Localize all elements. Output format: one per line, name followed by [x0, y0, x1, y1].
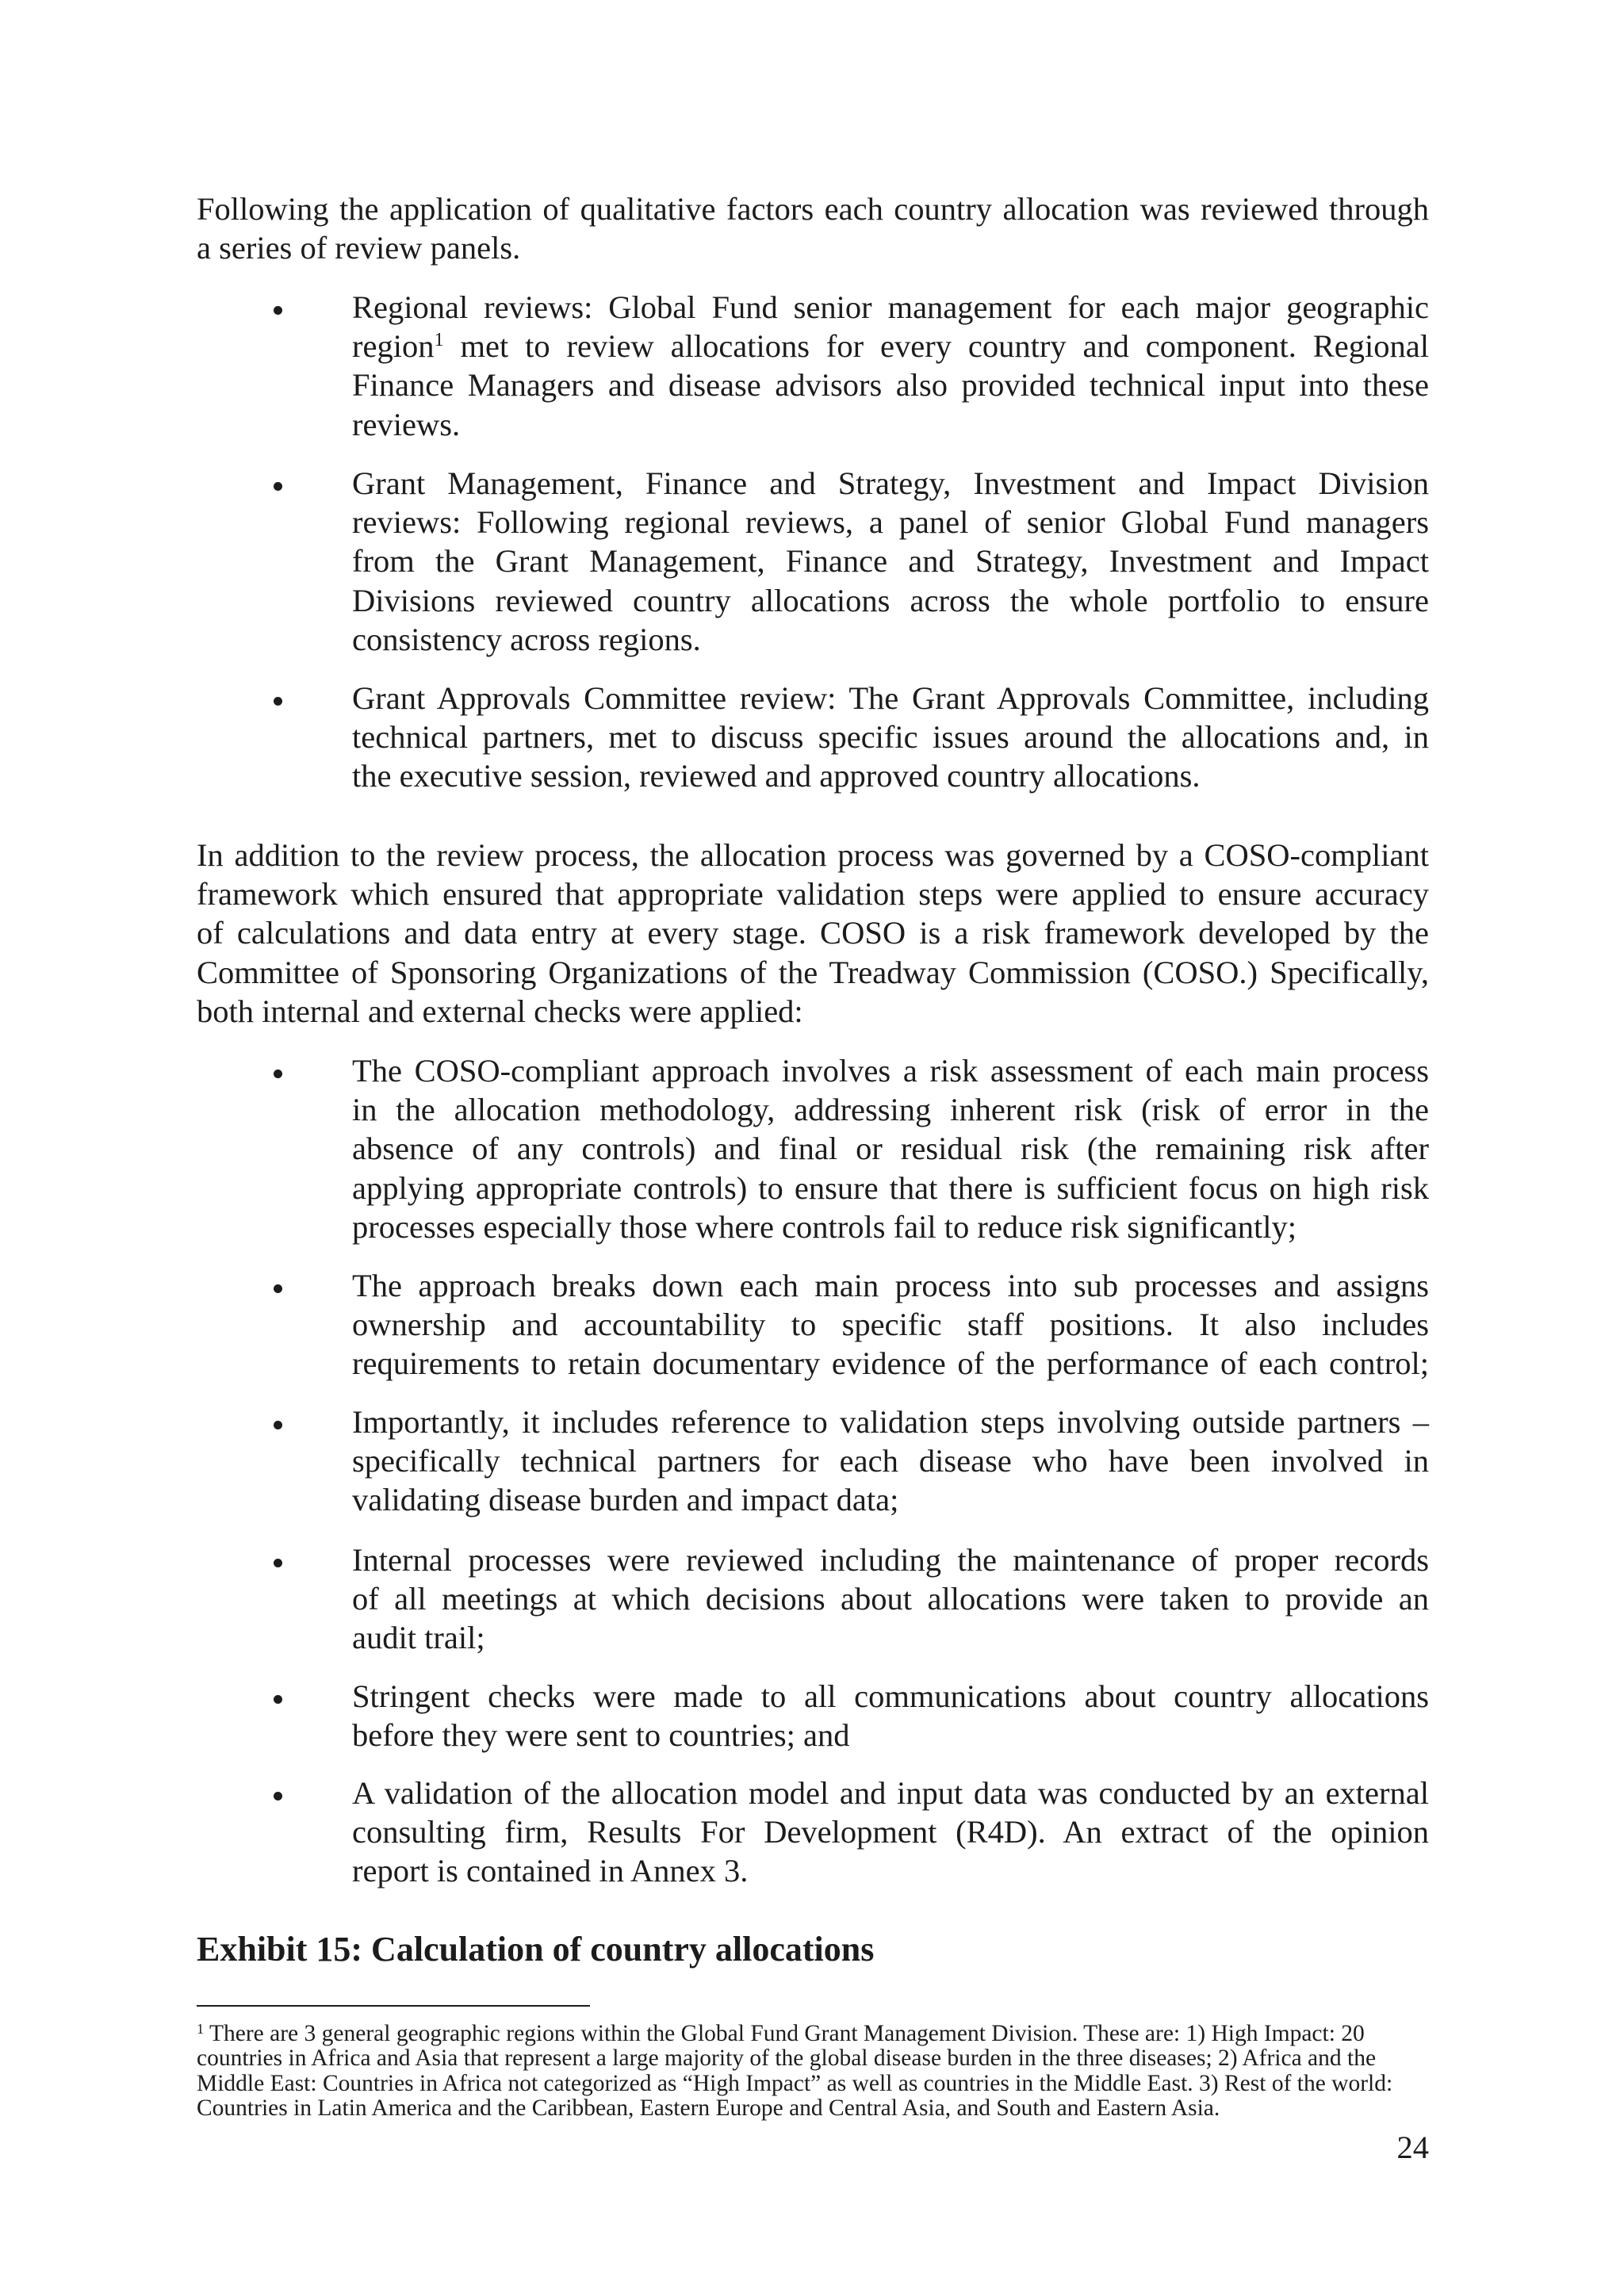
bullet-item-outside-partners — [352, 1402, 1429, 1520]
bullet-icon — [274, 1284, 282, 1293]
text-fragment: region — [352, 328, 435, 365]
bullet-item-risk-assessment — [352, 1051, 1429, 1246]
footnote-number: 1 — [197, 2020, 205, 2037]
exhibit-heading: Exhibit 15: Calculation of country allocations — [197, 1930, 875, 1969]
bullet-item-communication-checks — [352, 1677, 1429, 1755]
footnote-line: Countries in Latin America and the Caribbean, Eastern Europe and Central Asia, and South and Eastern Asia. — [197, 2095, 1220, 2122]
text-line: absence of any controls) and final or residual risk (the remaining risk after — [352, 1131, 1429, 1167]
bullet-icon — [274, 1792, 282, 1800]
text-line: reviews: Following regional reviews, a panel of senior Global Fund managers — [352, 504, 1429, 541]
text-line: In addition to the review process, the allocation process was governed by a COSO-compliant — [197, 837, 1429, 873]
text-line: of all meetings at which decisions about allocations were taken to provide an — [352, 1581, 1429, 1617]
text-line: consulting firm, Results For Development (R4D). An extract of the opinion — [352, 1814, 1429, 1850]
bullet-icon — [274, 306, 282, 315]
bullet-icon — [274, 1070, 282, 1078]
text-line: A validation of the allocation model and input data was conducted by an external — [352, 1775, 1429, 1811]
text-line: Internal processes were reviewed including the maintenance of proper records — [352, 1542, 1429, 1578]
intro-paragraph — [197, 189, 1429, 267]
text-fragment: met to review allocations for every country and component. Regional — [460, 328, 1429, 365]
bullet-item-grant-approvals — [352, 679, 1429, 796]
text-line: both internal and external checks were applied: — [197, 993, 803, 1029]
bullet-item-sub-processes — [352, 1266, 1429, 1383]
text-line: of calculations and data entry at every stage. COSO is a risk framework developed by the — [197, 915, 1429, 951]
text-line: Divisions reviewed country allocations across the whole portfolio to ensure — [352, 582, 1429, 618]
text-line: the executive session, reviewed and approved country allocations. — [352, 758, 1201, 794]
text-line: report is contained in Annex 3. — [352, 1853, 749, 1889]
text-line: processes especially those where controls fail to reduce risk significantly; — [352, 1208, 1297, 1245]
bullet-item-division-reviews — [352, 464, 1429, 659]
text-line: Regional reviews: Global Fund senior management for each major geographic — [352, 289, 1429, 325]
bullet-icon — [274, 697, 282, 706]
text-line: Grant Approvals Committee review: The Grant Approvals Committee, including — [352, 680, 1429, 716]
footnote-line: countries in Africa and Asia that represent a large majority of the global disease burden in the three diseases; 2) Africa and the — [197, 2045, 1377, 2072]
bullet-item-regional-reviews — [352, 288, 1429, 444]
text-line: in the allocation methodology, addressing inherent risk (risk of error in the — [352, 1092, 1429, 1128]
bullet-item-internal-processes — [352, 1540, 1429, 1658]
text-line: audit trail; — [352, 1620, 485, 1656]
text-fragment: There are 3 general geographic regions within the Global Fund Grant Management Division. These are: 1) High Impact: 20 — [209, 2021, 1365, 2046]
text-line: Following the application of qualitative factors each country allocation was reviewed through — [197, 191, 1429, 227]
text-line: The COSO-compliant approach involves a risk assessment of each main process — [352, 1053, 1429, 1089]
footnote-separator — [197, 2005, 590, 2007]
text-line: Committee of Sponsoring Organizations of the Treadway Commission (COSO.) Specifically, — [197, 954, 1429, 990]
bullet-icon — [274, 1421, 282, 1429]
text-line: Grant Management, Finance and Strategy, Investment and Impact Division — [352, 465, 1429, 501]
text-line — [352, 327, 1429, 365]
text-line: Stringent checks were made to all communications about country allocations — [352, 1678, 1429, 1714]
text-line: Importantly, it includes reference to validation steps involving outside partners – — [352, 1404, 1429, 1440]
text-line: consistency across regions. — [352, 621, 701, 657]
text-line: requirements to retain documentary evidence of the performance of each control; — [352, 1345, 1429, 1382]
text-line: reviews. — [352, 406, 461, 442]
text-line: technical partners, met to discuss specific issues around the allocations and, in — [352, 719, 1429, 756]
bullet-icon — [274, 1559, 282, 1567]
text-line: ownership and accountability to specific staff positions. It also includes — [352, 1307, 1429, 1343]
text-line: specifically technical partners for each disease who have been involved in — [352, 1443, 1429, 1479]
text-line: from the Grant Management, Finance and Strategy, Investment and Impact — [352, 543, 1429, 580]
page-number: 24 — [1396, 2130, 1429, 2165]
footnote — [197, 2022, 1392, 2122]
text-line: validating disease burden and impact data; — [352, 1482, 899, 1518]
footnote-reference: 1 — [434, 328, 444, 350]
bullet-icon — [274, 1695, 282, 1704]
footnote-line — [197, 2022, 1392, 2046]
text-line: applying appropriate controls) to ensure that there is sufficient focus on high risk — [352, 1169, 1429, 1206]
text-line: framework which ensured that appropriate validation steps were applied to ensure accuracy — [197, 876, 1429, 913]
bullet-icon — [274, 482, 282, 491]
coso-paragraph — [197, 836, 1429, 1031]
footnote-line: Middle East: Countries in Africa not categorized as “High Impact” as well as countries in the Middle East. 3) Rest of the world: — [197, 2070, 1393, 2096]
text-line: The approach breaks down each main process into sub processes and assigns — [352, 1268, 1429, 1303]
text-line: before they were sent to countries; and — [352, 1717, 850, 1754]
text-line: a series of review panels. — [197, 230, 521, 266]
text-line: Finance Managers and disease advisors also provided technical input into these — [352, 367, 1429, 404]
bullet-item-external-validation — [352, 1774, 1429, 1891]
